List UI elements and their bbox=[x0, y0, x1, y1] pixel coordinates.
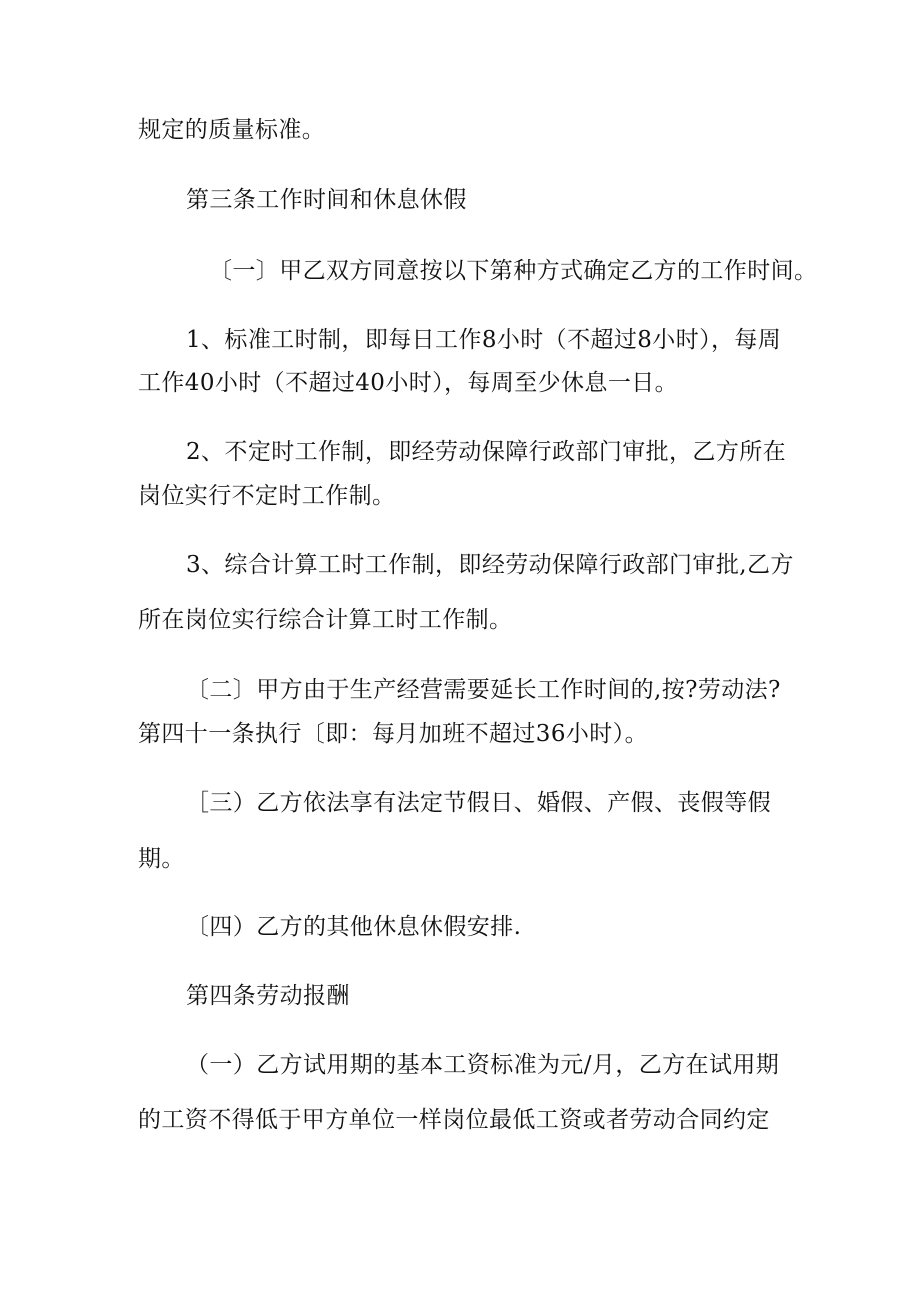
item-1-line-1: 1、标准工时制，即每日工作8小时（不超过8小时），每周 bbox=[186, 327, 782, 353]
clause-4-1-line-1: （一）乙方试用期的基本工资标准为元/月，乙方在试用期 bbox=[186, 1052, 780, 1078]
clause-3-3-line-1: ［三）乙方依法享有法定节假日、婚假、产假、丧假等假 bbox=[186, 790, 771, 816]
clause-3-3-line-2: 期。 bbox=[138, 846, 185, 872]
item-3-line-1: 3、综合计算工时工作制，即经劳动保障行政部门审批,乙方 bbox=[186, 552, 794, 578]
item-2-line-2: 岗位实行不定时工作制。 bbox=[138, 483, 396, 509]
item-3-line-2: 所在岗位实行综合计算工时工作制。 bbox=[138, 607, 513, 633]
clause-3-2-line-2: 第四十一条执行〔即：每月加班不超过36小时）。 bbox=[138, 721, 648, 747]
clause-3-2-line-1: 〔二〕甲方由于生产经营需要延长工作时间的,按?劳动法? bbox=[186, 677, 781, 703]
article-4-heading: 第四条劳动报酬 bbox=[186, 983, 350, 1009]
clause-3-1-line: 〔一〕甲乙双方同意按以下第种方式确定乙方的工作时间。 bbox=[209, 258, 818, 284]
article-3-heading: 第三条工作时间和休息休假 bbox=[186, 187, 467, 213]
paragraph-line-quality-standard: 规定的质量标准。 bbox=[138, 117, 326, 143]
clause-3-4-line: 〔四）乙方的其他休息休假安排. bbox=[186, 914, 522, 940]
item-1-line-2: 工作40小时（不超过40小时），每周至少休息一日。 bbox=[138, 370, 679, 396]
item-2-line-1: 2、不定时工作制，即经劳动保障行政部门审批，乙方所在 bbox=[186, 439, 787, 465]
clause-4-1-line-2: 的工资不得低于甲方单位一样岗位最低工资或者劳动合同约定 bbox=[138, 1107, 770, 1133]
